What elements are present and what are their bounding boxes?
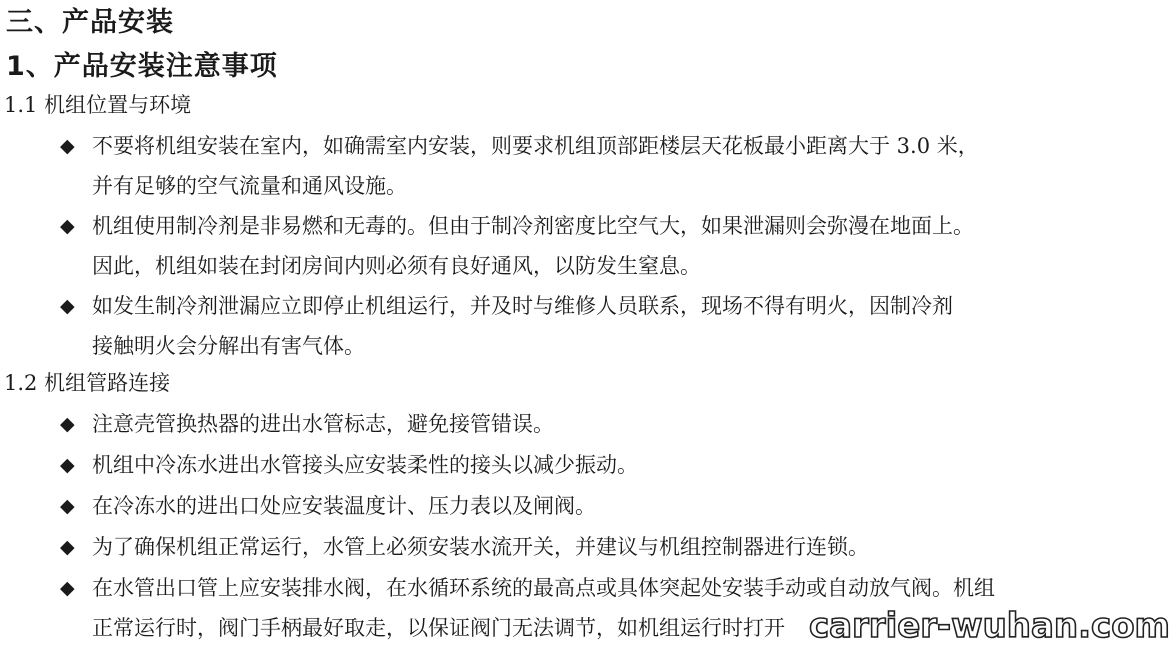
section-title: 三、产品安装	[6, 7, 174, 38]
heading-1-1: 1.1 机组位置与环境	[4, 93, 192, 117]
watermark: carrier-wuhan.com	[808, 606, 1170, 646]
subsection-title: 1、产品安装注意事项	[6, 51, 278, 82]
diamond-bullet-icon: ◆	[60, 454, 75, 476]
list-item	[60, 286, 1168, 366]
diamond-bullet-icon: ◆	[60, 577, 75, 599]
list-item	[60, 404, 1168, 444]
item-text-line: 机组使用制冷剂是非易燃和无毒的。但由于制冷剂密度比空气大，如果泄漏则会弥漫在地面上。	[92, 214, 974, 238]
item-text-line: 在水管出口管上应安装排水阀，在水循环系统的最高点或具体突起处安装手动或自动放气阀。机组	[92, 576, 995, 600]
diamond-bullet-icon: ◆	[60, 413, 75, 435]
item-text-line: 机组中冷冻水进出水管接头应安装柔性的接头以减少振动。	[92, 453, 638, 477]
list-item	[60, 486, 1168, 526]
item-text-line: 注意壳管换热器的进出水管标志，避免接管错误。	[92, 412, 554, 436]
list-item	[60, 445, 1168, 485]
diamond-bullet-icon: ◆	[60, 536, 75, 558]
list-item	[60, 126, 1168, 206]
item-text-line: 为了确保机组正常运行，水管上必须安装水流开关，并建议与机组控制器进行连锁。	[92, 535, 869, 559]
item-text-line: 不要将机组安装在室内，如确需室内安装，则要求机组顶部距楼层天花板最小距离大于 3.0 米，	[92, 134, 979, 158]
item-text-line: 接触明火会分解出有害气体。	[92, 334, 365, 358]
diamond-bullet-icon: ◆	[60, 495, 75, 517]
list-item	[60, 527, 1168, 567]
heading-1-2: 1.2 机组管路连接	[4, 371, 171, 395]
item-text-line: 因此，机组如装在封闭房间内则必须有良好通风，以防发生窒息。	[92, 254, 701, 278]
diamond-bullet-icon: ◆	[60, 135, 75, 157]
item-text-line: 在冷冻水的进出口处应安装温度计、压力表以及闸阀。	[92, 494, 596, 518]
list-item	[60, 206, 1168, 286]
item-text-line: 正常运行时，阀门手柄最好取走，以保证阀门无法调节，如机组运行时打开	[92, 616, 785, 640]
item-text-line: 如发生制冷剂泄漏应立即停止机组运行，并及时与维修人员联系，现场不得有明火，因制冷剂	[92, 294, 953, 318]
item-text-line: 并有足够的空气流量和通风设施。	[92, 174, 407, 198]
diamond-bullet-icon: ◆	[60, 215, 75, 237]
diamond-bullet-icon: ◆	[60, 295, 75, 317]
